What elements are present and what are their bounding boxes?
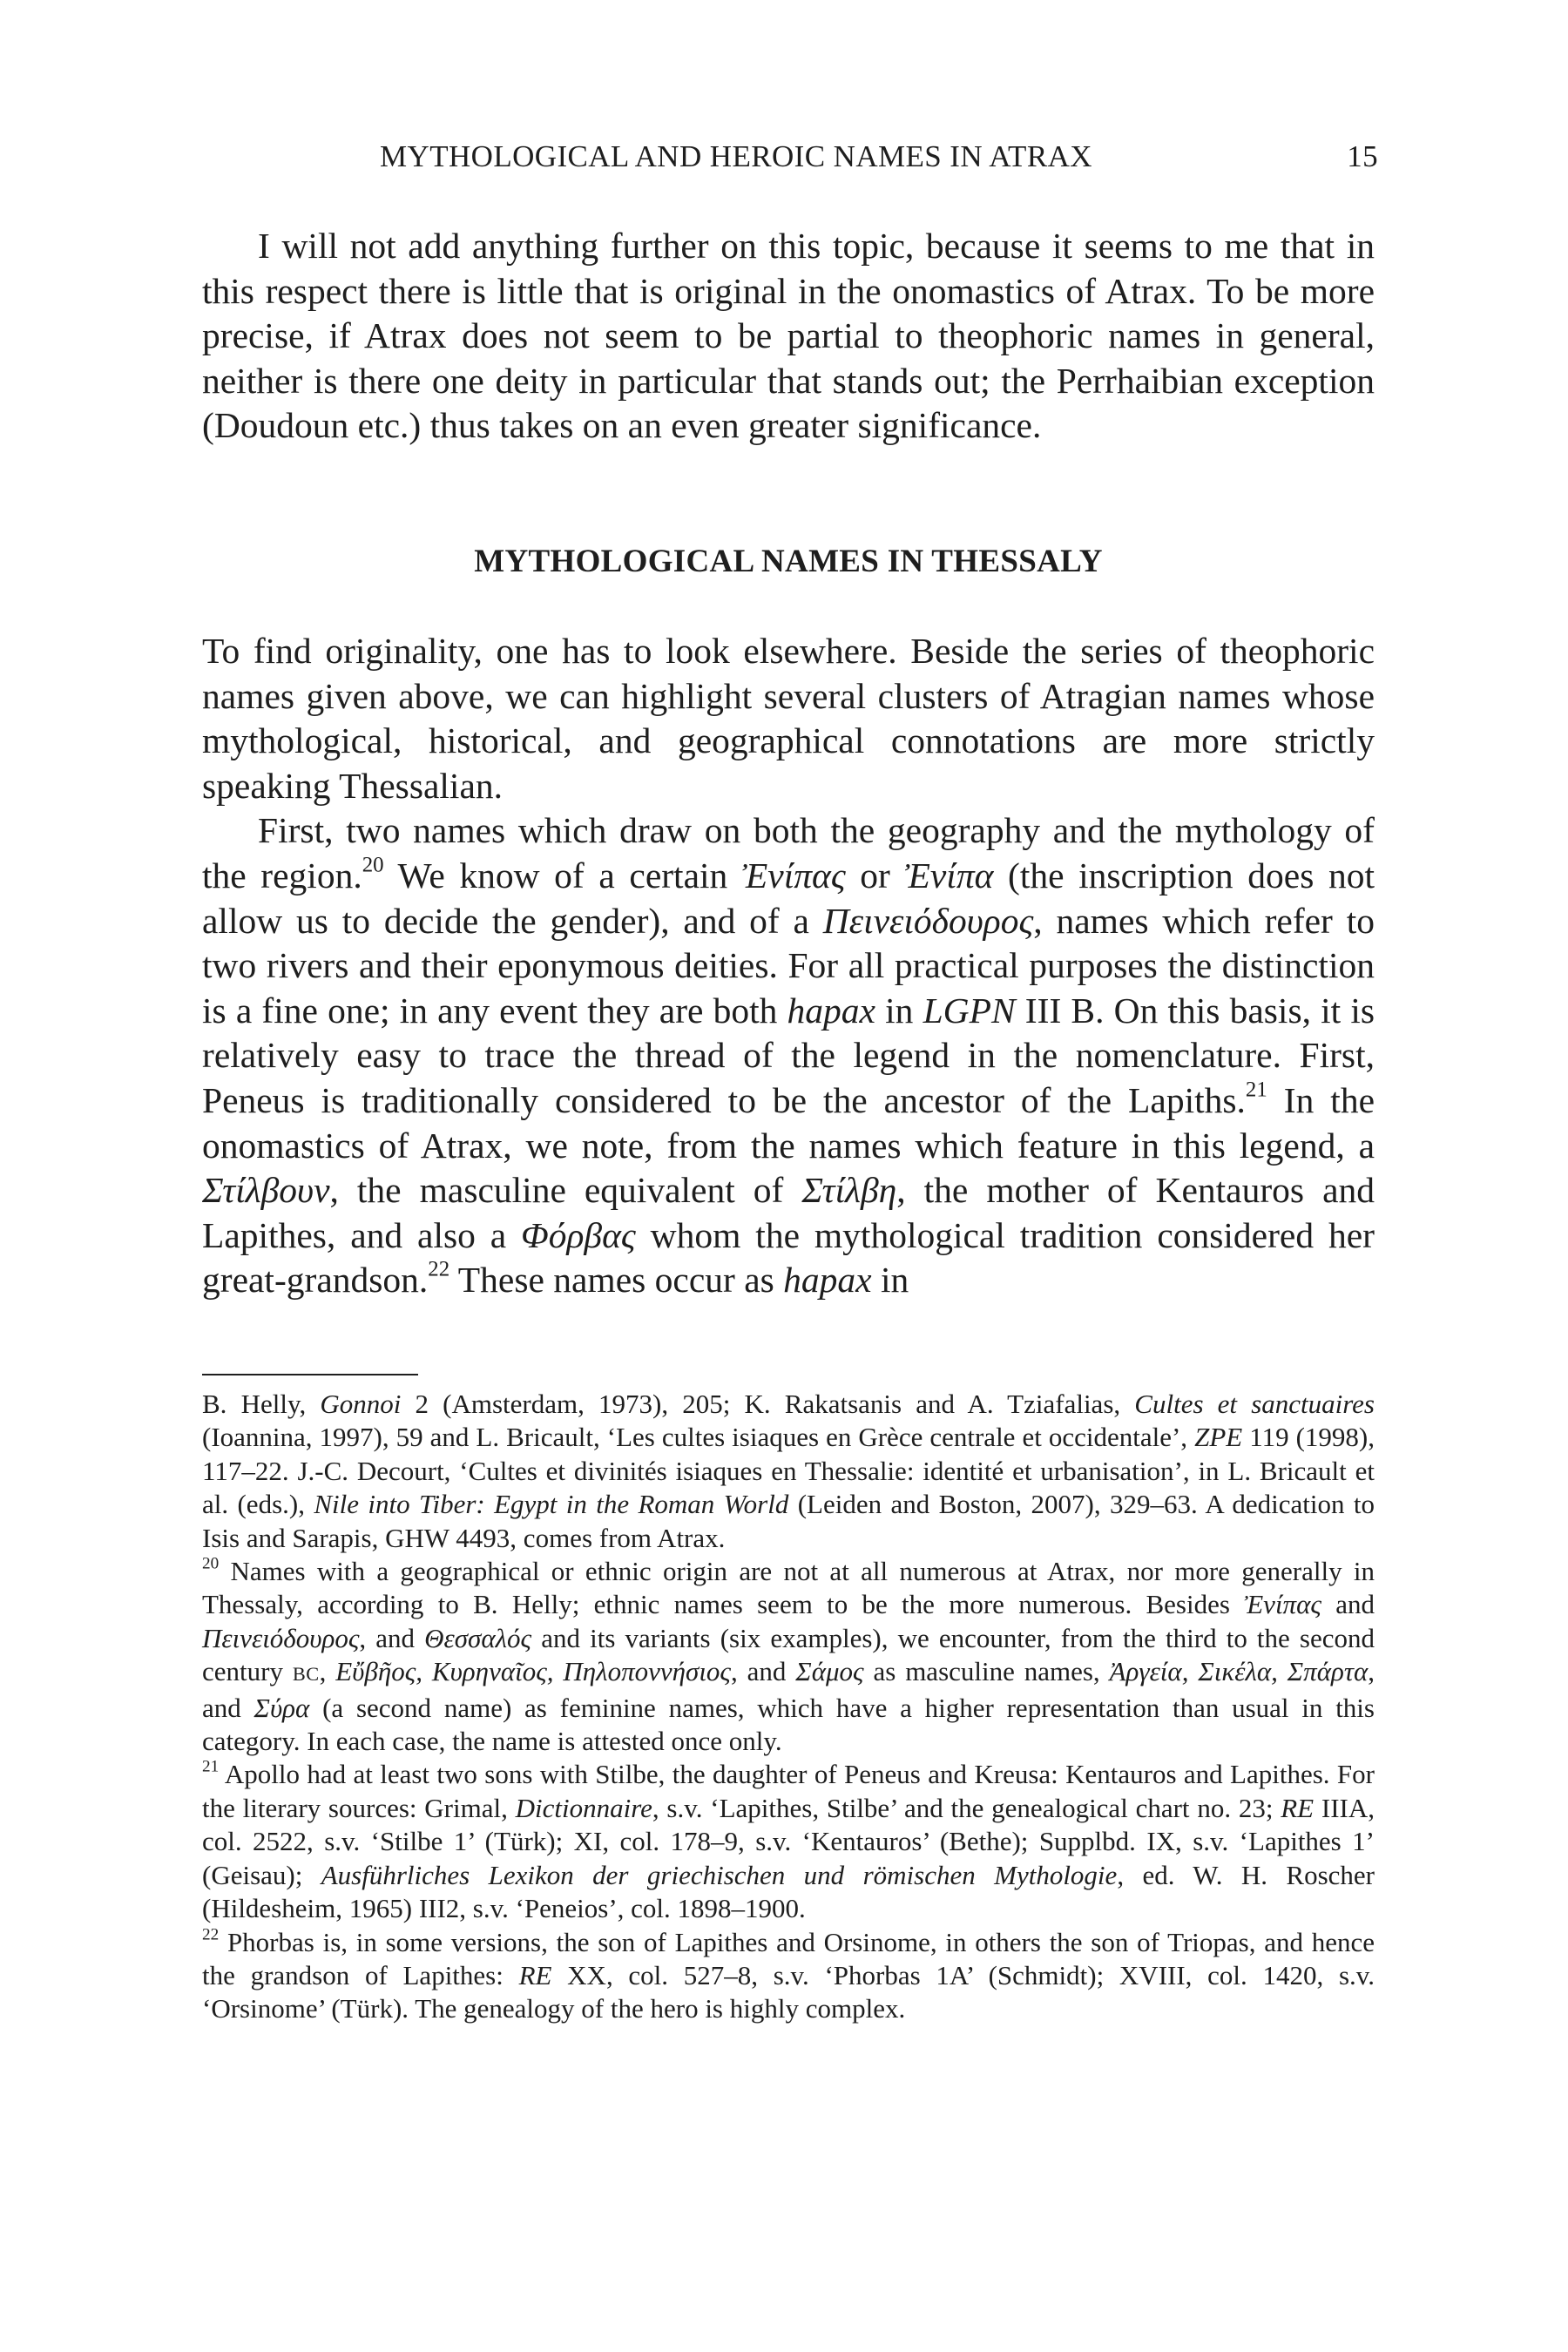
text-run: We know of a certain <box>383 855 742 896</box>
footnote-ref-21[interactable]: 21 <box>1245 1078 1267 1102</box>
text-run: or <box>845 855 905 896</box>
greek-name: Σάμος <box>795 1656 864 1687</box>
greek-names: Εὔβῆος, Κυρηναῖος, Πηλοποννήσιος <box>335 1656 732 1687</box>
text-run: (a second name) as feminine names, which have a higher representation than usual in this category. In each case, the name is attested once only. <box>202 1692 1375 1757</box>
greek-name: Θεσσαλός <box>424 1622 532 1653</box>
text-run: in <box>871 1260 909 1301</box>
footnote-ref-20[interactable]: 20 <box>362 853 384 877</box>
text-run: (Leiden and Boston, 2007), 329–63. A dedication to Isis and Sarapis, GHW 4493, comes from Atrax. <box>202 1489 1375 1553</box>
paragraph-intro: I will not add anything further on this topic, because it seems to me that in this respect there is little that is original in the onomastics of Atrax. To be more precise, if Atrax does not seem to be partial to theophoric names in general, neither is there one deity in particular that stands out; the Perrhaibian exception (Doudoun etc.) thus takes on an even greater significance. <box>202 226 1375 446</box>
text-run: , and <box>359 1622 425 1653</box>
text-run: (the inscription does not allow us to decide the gender), and of a <box>202 855 1375 941</box>
greek-name: Φόρβας <box>521 1214 636 1255</box>
text-run: and <box>1321 1589 1375 1620</box>
footnote-number: 20 <box>202 1554 220 1573</box>
italic-title: RE <box>1281 1792 1315 1823</box>
footnote-20 <box>202 1555 1375 1758</box>
text-run: , and <box>202 1656 1375 1723</box>
greek-name: Στίλβουν <box>202 1170 330 1211</box>
footnote-ref-22[interactable]: 22 <box>428 1257 450 1281</box>
running-title: MYTHOLOGICAL AND HEROIC NAMES IN ATRAX <box>380 139 1092 173</box>
text-run: 2 (Amsterdam, 1973), 205; K. Rakatsanis and A. Tziafalias, <box>401 1389 1135 1419</box>
italic-title: Ausführliches Lexikon der griechischen und römischen Mythologie <box>321 1859 1118 1890</box>
text-run: and its variants (six examples), we encounter, from the third to the second century <box>202 1622 1375 1687</box>
paragraph-originality: To find originality, one has to look elsewhere. Beside the series of theophoric names given above, we can highlight several clusters of Atragian names whose mythological, historical, and geographical connotations are more strictly speaking Thessalian. <box>202 631 1375 806</box>
text-run: 119 (1998), 117–22. J.-C. Decourt, ‘Cultes et divinités isiaques en Thessalie: identité et urbanisation’, in L. Bricault et al. (eds.), <box>202 1422 1375 1520</box>
text-run: In the onomastics of Atrax, we note, from the names which feature in this legend, a <box>202 1079 1375 1166</box>
section-body <box>202 629 1375 1303</box>
footnote-number: 21 <box>202 1758 220 1777</box>
text-run: III B. On this basis, it is relatively easy to trace the thread of the legend in the nomenclature. First, Peneus is traditionally considered to be the ancestor of the Lapiths. <box>202 990 1375 1120</box>
greek-name: Στίλβη <box>801 1170 897 1211</box>
section-heading: MYTHOLOGICAL NAMES IN THESSALY <box>474 544 1103 579</box>
text-run: , the masculine equivalent of <box>329 1170 802 1211</box>
page-number: 15 <box>1347 139 1378 173</box>
text-run: Names with a geographical or ethnic origin are not at all numerous at Atrax, nor more generally in Thessaly, according to B. Helly; ethnic names seem to be the more numerous. Besides <box>202 1556 1375 1620</box>
italic-title: Cultes et sanctuaires <box>1134 1389 1375 1419</box>
text-run: , <box>319 1656 336 1687</box>
text-run: , s.v. ‘Lapithes, Stilbe’ and the genealogical chart no. 23; <box>652 1792 1281 1823</box>
small-caps-era: BC <box>292 1663 320 1686</box>
italic-title: ZPE <box>1194 1422 1243 1453</box>
paragraph-two-names <box>202 808 1375 1303</box>
text-run: , the mother of Kentauros and Lapithes, and also a <box>202 1170 1375 1255</box>
footnote-continued <box>202 1388 1375 1555</box>
text-run: , ed. W. H. Roscher (Hildesheim, 1965) III2, s.v. ‘Peneios’, col. 1898–1900. <box>202 1859 1375 1924</box>
italic-term: hapax <box>787 990 875 1031</box>
greek-name: Ἐνίπας <box>741 855 846 896</box>
text-run: in <box>875 990 923 1031</box>
italic-term: hapax <box>783 1260 872 1301</box>
text-run: First, two names which draw on both the geography and the mythology of the region. <box>202 810 1375 896</box>
greek-names: Ἀργεία, Σικέλα, Σπάρτα <box>1109 1656 1369 1687</box>
text-run: whom the mythological tradition considered her great-grandson. <box>202 1214 1375 1301</box>
greek-name: Σύρα <box>253 1692 310 1723</box>
greek-name: Πεινειόδουρος <box>822 900 1034 941</box>
text-run: , and <box>731 1656 796 1687</box>
footnote-number: 22 <box>202 1925 220 1944</box>
intro-block <box>202 224 1375 449</box>
text-run: XX, col. 527–8, s.v. ‘Phorbas 1A’ (Schmidt); XVIII, col. 1420, s.v. ‘Orsinome’ (Türk). The genealogy of the hero is highly complex. <box>202 1959 1375 2024</box>
text-run: IIIA, col. 2522, s.v. ‘Stilbe 1’ (Türk); XI, col. 178–9, s.v. ‘Kentauros’ (Bethe); Supplbd. IX, s.v. ‘Lapithes 1’ (Geisau); <box>202 1792 1375 1890</box>
text-run: as masculine names, <box>863 1656 1110 1687</box>
italic-term: LGPN <box>923 990 1016 1031</box>
footnote-21 <box>202 1758 1375 1925</box>
text-run: B. Helly, <box>202 1389 321 1419</box>
italic-title: RE <box>518 1959 552 1990</box>
greek-name: Ἐνίπας <box>1244 1589 1321 1620</box>
text-run: , names which refer to two rivers and their eponymous deities. For all practical purposes the distinction is a fine one; in any event they are both <box>202 900 1375 1031</box>
footnote-22 <box>202 1926 1375 2026</box>
footnote-separator <box>202 1374 418 1375</box>
italic-title: Nile into Tiber: Egypt in the Roman World <box>314 1489 789 1520</box>
text-run: These names occur as <box>449 1260 784 1301</box>
greek-name: Πεινειόδουρος <box>202 1622 360 1653</box>
text-run: Phorbas is, in some versions, the son of Lapithes and Orsinome, in others the son of Triopas, and hence the grandson of Lapithes: <box>202 1926 1375 1990</box>
italic-title: Gonnoi <box>320 1389 402 1419</box>
footnotes <box>202 1388 1375 2026</box>
text-run: (Ioannina, 1997), 59 and L. Bricault, ‘Les cultes isiaques en Grèce centrale et occidentale’, <box>202 1422 1195 1453</box>
greek-name: Ἐνίπα <box>904 855 994 896</box>
text-run: Apollo had at least two sons with Stilbe, the daughter of Peneus and Kreusa: Kentauros and Lapithes. For the literary sources: Grimal, <box>202 1759 1375 1823</box>
italic-title: Dictionnaire <box>515 1792 652 1823</box>
